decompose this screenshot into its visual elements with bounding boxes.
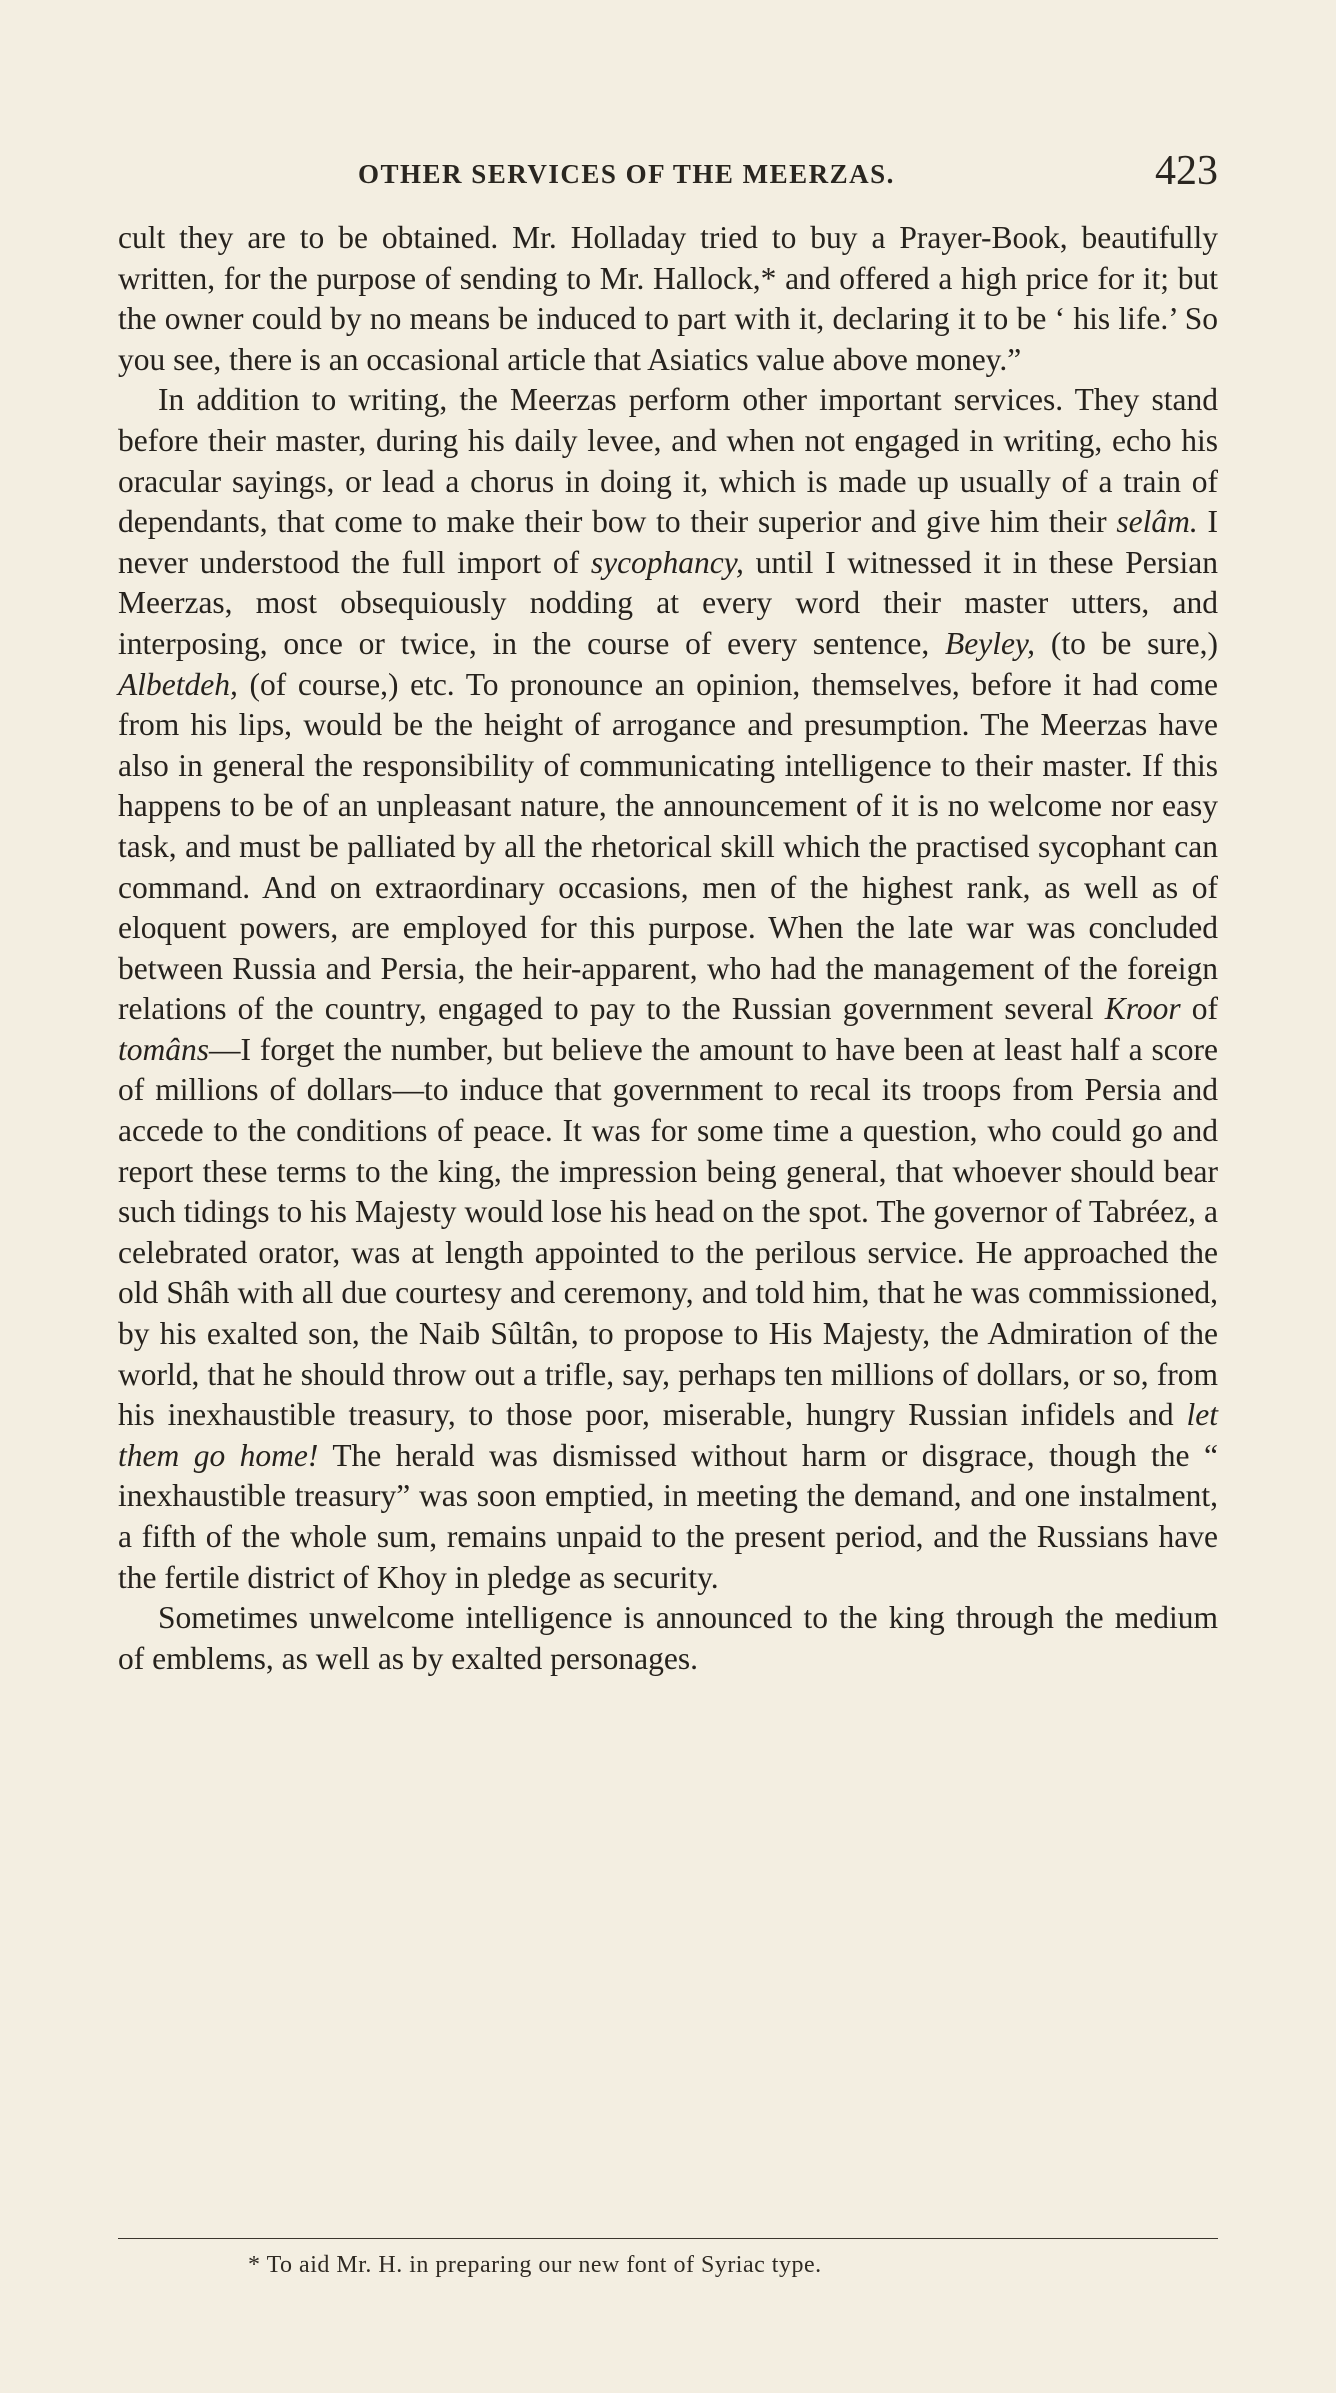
italic-text: Beyley, (944, 625, 1036, 661)
text-run: The herald was dismissed without harm or disgrace, though the “ inexhaustible treasury” was soon emptied, in meeting the demand, and one instalment, a fifth of the whole sum, remains unpaid to the present period, and the Russians have the fertile district of Khoy in pledge as security. (118, 1437, 1218, 1595)
text-run: cult they are to be obtained. Mr. Holladay tried to buy a Prayer-Book, beautifully written, for the purpose of sending to Mr. Hallock,* and offered a high price for it; but the owner could by no means be induced to part with it, declaring it to be ‘ his life.’ So you see, there is an occasional article that Asiatics value above money.” (118, 220, 1218, 377)
italic-text: tomâns (118, 1031, 210, 1067)
body-text (118, 218, 1218, 1679)
text-run: of (1180, 991, 1218, 1027)
text-run: —I forget the number, but believe the amount to have been at least half a score of millions of dollars—to induce that government to recal its troops from Persia and accede to the conditions of peace. It was for some time a question, who could go and report these terms to the king, the impression being general, that whoever should bear such tidings to his Majesty would lose his head on the spot. The governor of Tabréez, a celebrated orator, was at length appointed to the perilous service. He approached the old Shâh with all due courtesy and ceremony, and told him, that he was commissioned, by his exalted son, the Naib Sûltân, to propose to His Majesty, the Admiration of the world, that he should throw out a trifle, say, perhaps ten millions of dollars, or so, from his inexhaustible treasury, to those poor, miserable, hungry Russian infidels and (118, 1031, 1218, 1433)
text-run: (of course,) etc. To pronounce an opinion, themselves, before it had come from his lips, would be the height of arrogance and presumption. The Meerzas have also in general the responsibility of communicating intelligence to their master. If this happens to be of an unpleasant nature, the announcement of it is no welcome nor easy task, and must be palliated by all the rhetorical skill which the practised sycophant can command. And on extraordinary occasions, men of the highest rank, as well as of eloquent powers, are employed for this purpose. When the late war was concluded between Russia and Persia, the heir-apparent, who had the management of the foreign relations of the country, engaged to pay to the Russian government several (118, 666, 1218, 1027)
italic-text: let them go home! (118, 1397, 1218, 1473)
footnote: * To aid Mr. H. in preparing our new font of Syriac type. (248, 2252, 822, 2278)
paragraph (118, 1598, 1218, 1679)
text-run: In addition to writing, the Meerzas perform other important services. They stand before their master, during his daily levee, and when not engaged in writing, echo his oracular sayings, or lead a chorus in doing it, which is made up usually of a train of dependants, that come to make their bow to their superior and give him their (118, 382, 1218, 540)
text-run: until I witnessed it in these Persian Meerzas, most obsequiously nodding at every word their master utters, and interposing, once or twice, in the course of every sentence, (118, 544, 1218, 661)
paragraph (118, 218, 1218, 380)
italic-text: sycophancy, (590, 544, 744, 580)
italic-text: Kroor (1104, 991, 1181, 1027)
running-title: OTHER SERVICES OF THE MEERZAS. (358, 159, 895, 189)
paragraph (118, 380, 1218, 1598)
italic-text: Albetdeh, (118, 666, 238, 702)
footnote-divider (118, 2238, 1218, 2239)
page-header (118, 145, 1218, 194)
italic-text: selâm. (1116, 504, 1198, 540)
text-run: I never understood the full import of (118, 504, 1218, 580)
page-number: 423 (1155, 148, 1218, 194)
text-run: (to be sure,) (1035, 625, 1218, 661)
text-run: Sometimes unwelcome intelligence is announced to the king through the medium of emblems, as well as by exalted personages. (118, 1600, 1218, 1676)
